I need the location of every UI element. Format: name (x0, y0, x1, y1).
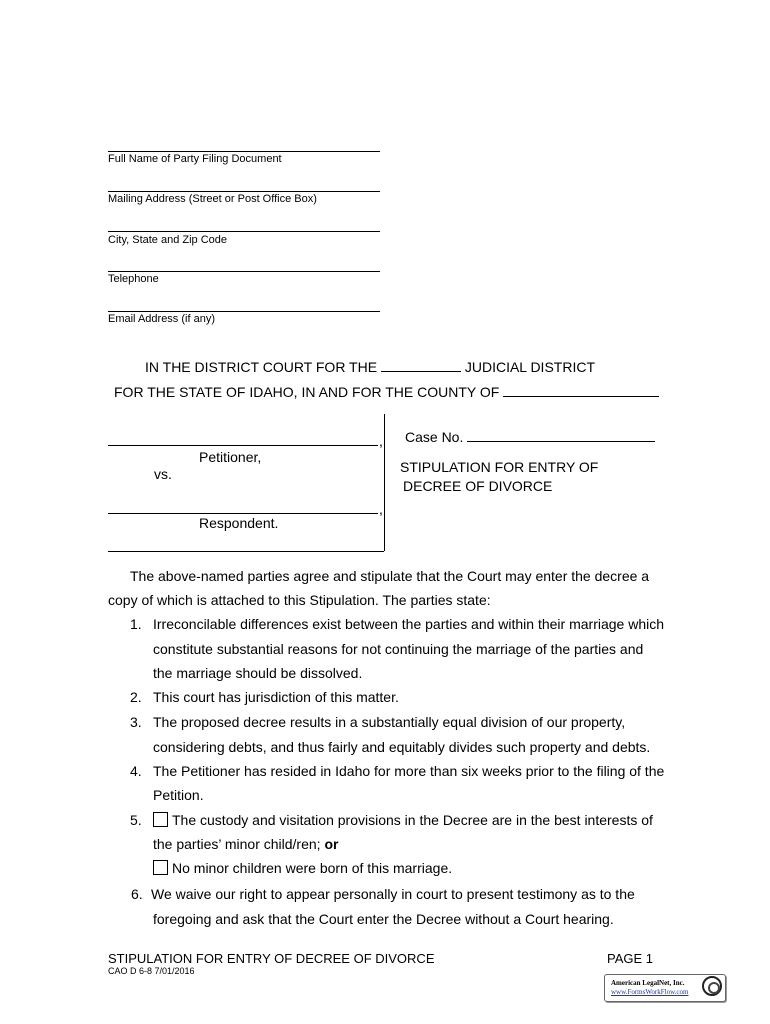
logo-website-link[interactable]: www.FormsWorkFlow.com (611, 988, 689, 996)
item6-number: 6. (131, 886, 143, 902)
full-name-line[interactable] (108, 151, 380, 152)
item5-line1-text: The custody and visitation provisions in the Decree are in the best interests of (172, 812, 653, 828)
city-state-zip-line[interactable] (108, 231, 380, 232)
caption-divider (384, 414, 385, 551)
footer-title: STIPULATION FOR ENTRY OF DECREE OF DIVORCE (108, 951, 435, 966)
intro-line1: The above-named parties agree and stipulate that the Court may enter the decree a (130, 568, 650, 584)
item1-line3: the marriage should be dissolved. (153, 665, 363, 681)
item5-line2 (153, 836, 338, 852)
vs-label: vs. (154, 466, 172, 482)
item1-line2: constitute substantial reasons for not continuing the marriage of the parties and (153, 641, 644, 657)
email-line[interactable] (108, 311, 380, 312)
logo-company-name: American LegalNet, Inc. (611, 979, 685, 987)
caption-bottom-rule (108, 551, 384, 552)
telephone-label: Telephone (108, 273, 159, 285)
item5-or: or (324, 836, 339, 852)
court-heading-line1 (145, 359, 595, 375)
form-code: CAO D 6-8 7/01/2016 (108, 966, 195, 976)
item5-alt (153, 860, 452, 876)
case-no-label: Case No. (405, 429, 464, 445)
case-number (405, 429, 655, 445)
respondent-label: Respondent. (199, 515, 279, 531)
county-blank[interactable] (503, 384, 659, 397)
item6-line1: We waive our right to appear personally in court to present testimony as to the (151, 886, 635, 902)
item6-line2: foregoing and ask that the Court enter the Decree without a Court hearing. (153, 911, 614, 927)
item2-number: 2. (130, 689, 142, 705)
judicial-district-blank[interactable] (381, 359, 461, 372)
document-title-line2: DECREE OF DIVORCE (403, 478, 553, 494)
item2-text: This court has jurisdiction of this matter. (153, 689, 399, 705)
case-number-blank[interactable] (467, 429, 655, 442)
document-title-line1: STIPULATION FOR ENTRY OF (400, 459, 599, 475)
legalnet-logo (604, 974, 726, 1002)
intro-line2: copy of which is attached to this Stipulation. The parties state: (108, 592, 491, 608)
city-state-zip-label: City, State and Zip Code (108, 234, 228, 246)
telephone-line[interactable] (108, 271, 380, 272)
item4-line1: The Petitioner has resided in Idaho for more than six weeks prior to the filing of the (153, 763, 665, 779)
item5-number: 5. (130, 812, 142, 828)
mailing-address-line[interactable] (108, 191, 380, 192)
item5-line1 (153, 812, 653, 828)
item4-number: 4. (130, 763, 142, 779)
no-children-checkbox[interactable] (153, 860, 168, 875)
court-heading-line2 (114, 384, 659, 400)
item1-line1: Irreconcilable differences exist between the parties and within their marriage which (153, 616, 665, 632)
item5-alt-text: No minor children were born of this marriage. (172, 860, 453, 876)
item4-line2: Petition. (153, 787, 204, 803)
full-name-label: Full Name of Party Filing Document (108, 153, 282, 165)
item1-number: 1. (130, 616, 142, 632)
item3-line1: The proposed decree results in a substantially equal division of our property, (153, 714, 626, 730)
petitioner-label: Petitioner, (199, 449, 262, 465)
respondent-comma: , (379, 501, 383, 517)
page-number: PAGE 1 (607, 951, 654, 966)
respondent-name-line[interactable] (108, 513, 378, 514)
item3-line2: considering debts, and thus fairly and equitably divides such property and debts. (153, 739, 651, 755)
item3-number: 3. (130, 714, 142, 730)
email-label: Email Address (if any) (108, 313, 215, 325)
court-line1-before: IN THE DISTRICT COURT FOR THE (145, 359, 378, 375)
mailing-address-label: Mailing Address (Street or Post Office Box) (108, 193, 317, 205)
court-line1-after: JUDICIAL DISTRICT (464, 359, 595, 375)
petitioner-comma: , (379, 433, 383, 449)
custody-checkbox[interactable] (153, 812, 168, 827)
logo-emblem-icon (702, 976, 722, 996)
petitioner-name-line[interactable] (108, 445, 378, 446)
court-line2-text: FOR THE STATE OF IDAHO, IN AND FOR THE COUNTY OF (114, 384, 500, 400)
item5-line2-text: the parties’ minor child/ren; (153, 836, 321, 852)
